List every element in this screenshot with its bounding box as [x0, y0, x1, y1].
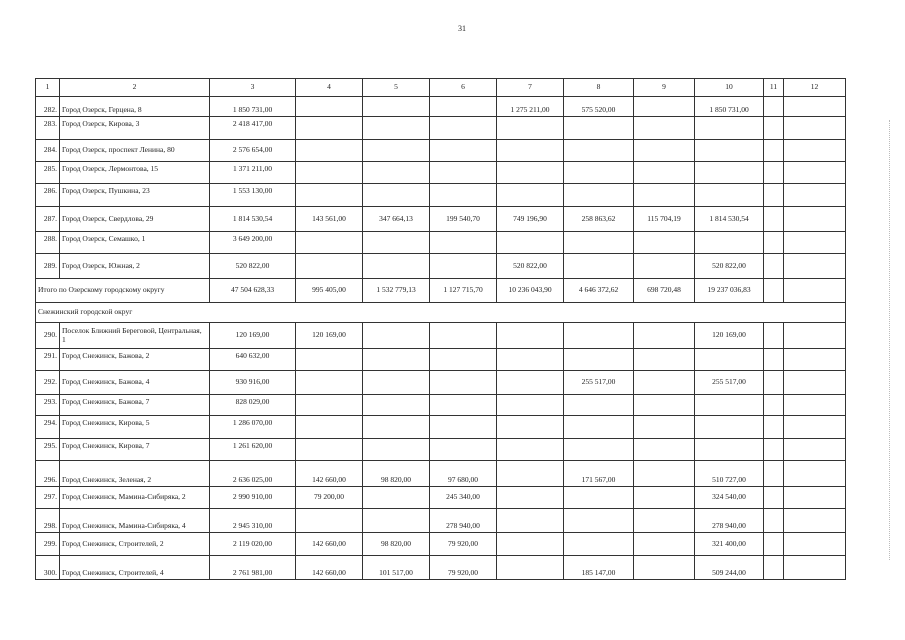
- row-number: 289.: [36, 254, 60, 279]
- value-cell: 2 576 654,00: [210, 140, 296, 162]
- value-cell: [564, 509, 634, 533]
- value-cell: 79 920,00: [430, 556, 497, 580]
- value-cell: [784, 254, 846, 279]
- value-cell: [296, 349, 363, 371]
- value-cell: [634, 533, 695, 556]
- value-cell: [634, 117, 695, 140]
- table-row: [36, 254, 846, 279]
- header-cell: 12: [784, 79, 846, 97]
- row-address: Город Озерск, Свердлова, 29: [60, 207, 210, 232]
- value-cell: 98 820,00: [363, 533, 430, 556]
- table-row: [36, 461, 846, 487]
- value-cell: [363, 254, 430, 279]
- section-title: Снежинский городской округ: [36, 303, 846, 323]
- value-cell: [764, 416, 784, 439]
- value-cell: [784, 323, 846, 349]
- value-cell: [497, 461, 564, 487]
- value-cell: [764, 487, 784, 509]
- value-cell: [363, 349, 430, 371]
- value-cell: [784, 117, 846, 140]
- value-cell: [784, 533, 846, 556]
- value-cell: 2 636 025,00: [210, 461, 296, 487]
- header-cell: 6: [430, 79, 497, 97]
- value-cell: [363, 371, 430, 395]
- value-cell: [784, 395, 846, 416]
- value-cell: [634, 232, 695, 254]
- value-cell: [764, 140, 784, 162]
- value-cell: [634, 416, 695, 439]
- row-address: Город Снежинск, Мамина-Сибиряка, 4: [60, 509, 210, 533]
- budget-table: [35, 78, 846, 580]
- value-cell: 101 517,00: [363, 556, 430, 580]
- value-cell: 575 520,00: [564, 97, 634, 117]
- value-cell: [497, 232, 564, 254]
- header-row: [36, 79, 846, 97]
- value-cell: [764, 556, 784, 580]
- value-cell: 245 340,00: [430, 487, 497, 509]
- value-cell: [784, 371, 846, 395]
- section-row: [36, 303, 846, 323]
- row-number: 290.: [36, 323, 60, 349]
- header-cell: 3: [210, 79, 296, 97]
- value-cell: [564, 533, 634, 556]
- value-cell: [764, 461, 784, 487]
- row-number: 297.: [36, 487, 60, 509]
- value-cell: 258 863,62: [564, 207, 634, 232]
- row-address: Город Озерск, Пушкина, 23: [60, 184, 210, 207]
- value-cell: [564, 140, 634, 162]
- row-address: Город Озерск, Герцена, 8: [60, 97, 210, 117]
- value-cell: [764, 232, 784, 254]
- value-cell: 199 540,70: [430, 207, 497, 232]
- value-cell: 278 940,00: [695, 509, 764, 533]
- value-cell: [695, 140, 764, 162]
- value-cell: [296, 97, 363, 117]
- row-address: Город Снежинск, Строителей, 2: [60, 533, 210, 556]
- value-cell: 79 200,00: [296, 487, 363, 509]
- value-cell: [634, 395, 695, 416]
- value-cell: 640 632,00: [210, 349, 296, 371]
- value-cell: [784, 439, 846, 461]
- value-cell: 1 371 211,00: [210, 162, 296, 184]
- header-cell: 10: [695, 79, 764, 97]
- value-cell: [634, 461, 695, 487]
- value-cell: [497, 349, 564, 371]
- table-row: [36, 232, 846, 254]
- table-row: [36, 323, 846, 349]
- value-cell: [784, 162, 846, 184]
- value-cell: [695, 395, 764, 416]
- value-cell: [430, 254, 497, 279]
- row-number: 291.: [36, 349, 60, 371]
- table-row: [36, 162, 846, 184]
- row-number: 286.: [36, 184, 60, 207]
- row-address: Город Снежинск, Бажова, 2: [60, 349, 210, 371]
- value-cell: [564, 395, 634, 416]
- value-cell: [564, 416, 634, 439]
- value-cell: [497, 117, 564, 140]
- value-cell: 255 517,00: [564, 371, 634, 395]
- value-cell: [363, 395, 430, 416]
- value-cell: [564, 232, 634, 254]
- value-cell: 3 649 200,00: [210, 232, 296, 254]
- row-address: Поселок Ближний Береговой, Центральная, 1: [60, 323, 210, 349]
- table-row: [36, 533, 846, 556]
- row-number: 288.: [36, 232, 60, 254]
- value-cell: [695, 184, 764, 207]
- value-cell: 1 275 211,00: [497, 97, 564, 117]
- value-cell: 185 147,00: [564, 556, 634, 580]
- table-row: [36, 556, 846, 580]
- row-number: 283.: [36, 117, 60, 140]
- value-cell: [430, 371, 497, 395]
- page-number: 31: [458, 24, 466, 33]
- value-cell: [784, 509, 846, 533]
- value-cell: 255 517,00: [695, 371, 764, 395]
- value-cell: 1 286 070,00: [210, 416, 296, 439]
- value-cell: 347 664,13: [363, 207, 430, 232]
- value-cell: 1 850 731,00: [210, 97, 296, 117]
- value-cell: [634, 556, 695, 580]
- row-address: Город Снежинск, Кирова, 5: [60, 416, 210, 439]
- value-cell: [430, 349, 497, 371]
- value-cell: [634, 140, 695, 162]
- value-cell: [296, 254, 363, 279]
- value-cell: 2 945 310,00: [210, 509, 296, 533]
- value-cell: [764, 184, 784, 207]
- row-address: Город Снежинск, Бажова, 7: [60, 395, 210, 416]
- value-cell: [695, 349, 764, 371]
- total-cell: 47 504 628,33: [210, 279, 296, 303]
- value-cell: [497, 487, 564, 509]
- value-cell: [764, 207, 784, 232]
- value-cell: 143 561,00: [296, 207, 363, 232]
- value-cell: [764, 323, 784, 349]
- value-cell: [695, 439, 764, 461]
- value-cell: [430, 162, 497, 184]
- value-cell: 2 119 020,00: [210, 533, 296, 556]
- table-row: [36, 207, 846, 232]
- value-cell: 120 169,00: [695, 323, 764, 349]
- value-cell: [497, 184, 564, 207]
- value-cell: 79 920,00: [430, 533, 497, 556]
- value-cell: [634, 97, 695, 117]
- value-cell: [430, 439, 497, 461]
- value-cell: 2 761 981,00: [210, 556, 296, 580]
- value-cell: [296, 509, 363, 533]
- header-cell: 2: [60, 79, 210, 97]
- value-cell: 278 940,00: [430, 509, 497, 533]
- value-cell: [634, 349, 695, 371]
- value-cell: 828 029,00: [210, 395, 296, 416]
- header-cell: 7: [497, 79, 564, 97]
- value-cell: [296, 439, 363, 461]
- table-row: [36, 117, 846, 140]
- value-cell: [695, 162, 764, 184]
- value-cell: [363, 162, 430, 184]
- value-cell: [497, 416, 564, 439]
- total-cell: [784, 279, 846, 303]
- total-label: Итого по Озерскому городскому округу: [36, 279, 210, 303]
- value-cell: 1 850 731,00: [695, 97, 764, 117]
- value-cell: [430, 323, 497, 349]
- table-row: [36, 140, 846, 162]
- value-cell: [764, 371, 784, 395]
- value-cell: [634, 254, 695, 279]
- header-cell: 9: [634, 79, 695, 97]
- total-cell: 10 236 043,90: [497, 279, 564, 303]
- value-cell: [634, 162, 695, 184]
- value-cell: [497, 509, 564, 533]
- table-row: [36, 371, 846, 395]
- value-cell: [296, 117, 363, 140]
- row-address: Город Снежинск, Мамина-Сибиряка, 2: [60, 487, 210, 509]
- value-cell: 510 727,00: [695, 461, 764, 487]
- row-number: 287.: [36, 207, 60, 232]
- value-cell: [764, 533, 784, 556]
- total-cell: [764, 279, 784, 303]
- value-cell: [363, 416, 430, 439]
- table-row: [36, 97, 846, 117]
- value-cell: 120 169,00: [296, 323, 363, 349]
- value-cell: [363, 509, 430, 533]
- value-cell: [430, 184, 497, 207]
- value-cell: [296, 395, 363, 416]
- row-number: 292.: [36, 371, 60, 395]
- value-cell: [634, 323, 695, 349]
- value-cell: 520 822,00: [210, 254, 296, 279]
- value-cell: [497, 140, 564, 162]
- value-cell: 520 822,00: [497, 254, 564, 279]
- row-number: 294.: [36, 416, 60, 439]
- value-cell: 1 814 530,54: [695, 207, 764, 232]
- value-cell: [564, 254, 634, 279]
- total-cell: 4 646 372,62: [564, 279, 634, 303]
- value-cell: [764, 254, 784, 279]
- table-row: [36, 487, 846, 509]
- value-cell: 97 680,00: [430, 461, 497, 487]
- row-number: 298.: [36, 509, 60, 533]
- value-cell: [695, 416, 764, 439]
- value-cell: [296, 371, 363, 395]
- value-cell: 321 400,00: [695, 533, 764, 556]
- value-cell: 1 814 530,54: [210, 207, 296, 232]
- row-address: Город Озерск, Лермонтова, 15: [60, 162, 210, 184]
- value-cell: [497, 323, 564, 349]
- value-cell: [430, 232, 497, 254]
- value-cell: [634, 439, 695, 461]
- value-cell: 171 567,00: [564, 461, 634, 487]
- row-address: Город Снежинск, Кирова, 7: [60, 439, 210, 461]
- value-cell: [784, 556, 846, 580]
- header-cell: 8: [564, 79, 634, 97]
- row-number: 300.: [36, 556, 60, 580]
- value-cell: [695, 117, 764, 140]
- value-cell: [564, 184, 634, 207]
- value-cell: [764, 395, 784, 416]
- value-cell: 142 660,00: [296, 556, 363, 580]
- value-cell: 1 553 130,00: [210, 184, 296, 207]
- value-cell: [430, 97, 497, 117]
- row-number: 284.: [36, 140, 60, 162]
- value-cell: [363, 232, 430, 254]
- table-row: [36, 184, 846, 207]
- row-address: Город Снежинск, Зеленая, 2: [60, 461, 210, 487]
- header-cell: 5: [363, 79, 430, 97]
- table-row: [36, 509, 846, 533]
- header-cell: 1: [36, 79, 60, 97]
- row-number: 296.: [36, 461, 60, 487]
- value-cell: [497, 395, 564, 416]
- value-cell: [764, 349, 784, 371]
- row-number: 282.: [36, 97, 60, 117]
- value-cell: [363, 487, 430, 509]
- value-cell: [634, 184, 695, 207]
- header-cell: 4: [296, 79, 363, 97]
- value-cell: [764, 97, 784, 117]
- value-cell: [564, 439, 634, 461]
- total-row: [36, 279, 846, 303]
- value-cell: 749 196,90: [497, 207, 564, 232]
- value-cell: [784, 140, 846, 162]
- value-cell: [634, 509, 695, 533]
- value-cell: [363, 184, 430, 207]
- value-cell: 509 244,00: [695, 556, 764, 580]
- value-cell: [564, 323, 634, 349]
- row-address: Город Снежинск, Бажова, 4: [60, 371, 210, 395]
- value-cell: [634, 371, 695, 395]
- value-cell: 2 418 417,00: [210, 117, 296, 140]
- header-cell: 11: [764, 79, 784, 97]
- value-cell: 115 704,19: [634, 207, 695, 232]
- value-cell: [430, 395, 497, 416]
- row-address: Город Озерск, проспект Ленина, 80: [60, 140, 210, 162]
- table-row: [36, 416, 846, 439]
- total-cell: 995 405,00: [296, 279, 363, 303]
- table-row: [36, 439, 846, 461]
- value-cell: 2 990 910,00: [210, 487, 296, 509]
- value-cell: 98 820,00: [363, 461, 430, 487]
- table-row: [36, 349, 846, 371]
- value-cell: [784, 184, 846, 207]
- value-cell: [764, 117, 784, 140]
- value-cell: [296, 140, 363, 162]
- value-cell: [764, 509, 784, 533]
- value-cell: [564, 162, 634, 184]
- value-cell: [564, 349, 634, 371]
- value-cell: [784, 416, 846, 439]
- value-cell: [764, 162, 784, 184]
- total-cell: 19 237 036,83: [695, 279, 764, 303]
- value-cell: 142 660,00: [296, 461, 363, 487]
- value-cell: 120 169,00: [210, 323, 296, 349]
- row-address: Город Снежинск, Строителей, 4: [60, 556, 210, 580]
- value-cell: 324 540,00: [695, 487, 764, 509]
- value-cell: [296, 184, 363, 207]
- value-cell: [430, 117, 497, 140]
- value-cell: [784, 461, 846, 487]
- value-cell: [363, 439, 430, 461]
- value-cell: [363, 117, 430, 140]
- value-cell: [695, 232, 764, 254]
- table-row: [36, 395, 846, 416]
- value-cell: [363, 323, 430, 349]
- value-cell: [296, 232, 363, 254]
- value-cell: 520 822,00: [695, 254, 764, 279]
- value-cell: [363, 97, 430, 117]
- value-cell: [430, 140, 497, 162]
- row-number: 295.: [36, 439, 60, 461]
- total-cell: 1 127 715,70: [430, 279, 497, 303]
- value-cell: [564, 487, 634, 509]
- value-cell: [497, 162, 564, 184]
- value-cell: [296, 416, 363, 439]
- value-cell: [296, 162, 363, 184]
- value-cell: [497, 556, 564, 580]
- value-cell: [564, 117, 634, 140]
- value-cell: 142 660,00: [296, 533, 363, 556]
- row-number: 293.: [36, 395, 60, 416]
- row-number: 299.: [36, 533, 60, 556]
- value-cell: 1 261 620,00: [210, 439, 296, 461]
- value-cell: [430, 416, 497, 439]
- value-cell: 930 916,00: [210, 371, 296, 395]
- total-cell: 698 720,48: [634, 279, 695, 303]
- value-cell: [784, 207, 846, 232]
- value-cell: [363, 140, 430, 162]
- value-cell: [497, 533, 564, 556]
- value-cell: [634, 487, 695, 509]
- value-cell: [784, 349, 846, 371]
- value-cell: [497, 371, 564, 395]
- total-cell: 1 532 779,13: [363, 279, 430, 303]
- value-cell: [784, 232, 846, 254]
- row-address: Город Озерск, Южная, 2: [60, 254, 210, 279]
- row-address: Город Озерск, Кирова, 3: [60, 117, 210, 140]
- value-cell: [764, 439, 784, 461]
- row-address: Город Озерск, Семашко, 1: [60, 232, 210, 254]
- value-cell: [784, 487, 846, 509]
- page-edge-mark: [889, 120, 891, 560]
- row-number: 285.: [36, 162, 60, 184]
- value-cell: [497, 439, 564, 461]
- value-cell: [784, 97, 846, 117]
